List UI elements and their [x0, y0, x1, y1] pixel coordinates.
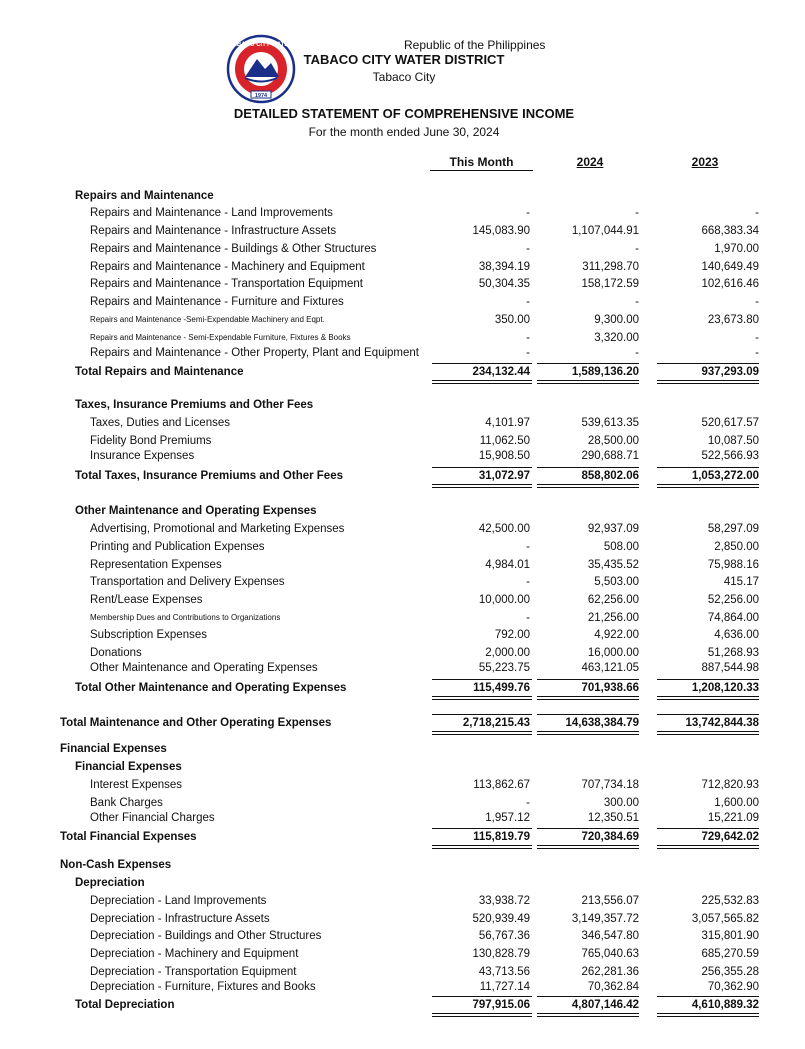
row-label: Depreciation - Infrastructure Assets [90, 913, 270, 925]
value-2024: 213,556.07 [581, 895, 639, 907]
subtotal-rule [657, 363, 759, 364]
row-label: Transportation and Delivery Expenses [90, 576, 285, 588]
value-this-month: 350.00 [494, 314, 530, 326]
row-label: Repairs and Maintenance -Semi-Expendable Machinery and Eqpt. [90, 315, 325, 324]
line-item-row [0, 964, 805, 980]
row-label: Total Other Maintenance and Operating Expenses [75, 682, 347, 694]
water-district-logo [219, 33, 303, 105]
statement-page: 1974 TABACO CITY WATER Republic of the Philippines TABACO CITY WATER DISTRICT Tabaco City DETAILED STATEMENT OF COMPREHENSIVE INCOME For the month ended June 30, 2024 This Month 2024 2023 Repairs and Maintenance Repairs and Maintenance - Land Improvements - - - Repairs and Maintenance - Infrastructure Assets 145,083.90 1,107,044.91 668,383.34 Repairs and Maintenance - Buildings & Other Structures - - 1,970.00 Repairs and Maintenance - Machinery and Equipment 38,394.19 311,298.70 140,649.49 Repairs and Maintenance - Transportation Equipment 50,304.35 158,172.59 102,616.46 Repairs and Maintenance - Furniture and Fixtures - - - Repairs and Maintenance -Semi-Expendable Machinery and Eqpt. 350.00 9,300.00 23,673.80 Repairs and Maintenance - Semi-Expendable Furniture, Fixtures & Books - 3,320.00 - Repairs and Maintenance - Other Property, Plant and Equipment - - - Total Repairs and Maintenance 234,132.44 1,589,136.20 937,293.09 Taxes, Insurance Premiums and Other Fees Taxes, Duties and Licenses 4,101.97 539,613.35 520,617.57 Fidelity Bond Premiums 11,062.50 28,500.00 10,087.50 Insurance Expenses 15,908.50 290,688.71 522,566.93 Total Taxes, Insurance Premiums and Other Fees 31,072.97 858,802.06 1,053,272.00 Other Maintenance and Operating Expenses Advertising, Promotional and Marketing Expenses 42,500.00 92,937.09 58,297.09 Printing and Publication Expenses - 508.00 2,850.00 Representation Expenses 4,984.01 35,435.52 75,988.16 Transportation and Delivery Expenses - 5,503.00 415.17 Rent/Lease Expenses 10,000.00 62,256.00 52,256.00 Membership Dues and Contributions to Organizations - 21,256.00 74,864.00 Subscription Expenses 792.00 4,922.00 4,636.00 Donations 2,000.00 16,000.00 51,268.93 Other Maintenance and Operating Expenses 55,223.75 463,121.05 887,544.98 Total Other Maintenance and Operating Expenses 115,499.76 701,938.66 1,208,120.33 Total Maintenance and Other Operating Expenses 2,718,215.43 14,638,384.79 13,742,844.38 Financial Expenses Financial Expenses Interest Expenses 113,862.67 707,734.18 712,820.93 Bank Charges - 300.00 1,600.00 Other Financial Charges 1,957.12 12,350.51 15,221.09 Total Financial Expenses 115,819.79 720,384.69 729,642.02 Non-Cash Expenses Depreciation Depreciation - Land Improvements 33,938.72 213,556.07 225,532.83 Depreciation - Infrastructure Assets 520,939.49 3,149,357.72 3,057,565.82 Depreciation - Buildings and Other Structures 56,767.36 346,547.80 315,801.90 Depreciation - Machinery and Equipment 130,828.79 765,040.63 685,270.59 Depreciation - Transportation Equipment 43,713.56 262,281.36 256,355.28 Depreciation - Furniture, Fixtures and Books 11,727.14 70,362.84 70,362.90 Total Depreciation 797,915.06 4,807,146.42 4,610,889.32 [0, 0, 805, 1049]
row-label: Depreciation - Land Improvements [90, 895, 267, 907]
total-double-rule [657, 484, 759, 488]
value-2023: 52,256.00 [707, 594, 759, 606]
value-this-month: 234,132.44 [472, 366, 530, 378]
line-item-row [0, 205, 805, 221]
line-item-row [0, 448, 805, 464]
header-city: Tabaco City [372, 70, 436, 84]
value-2024: 858,802.06 [581, 470, 639, 482]
section-heading-row [0, 759, 805, 775]
row-label: Fidelity Bond Premiums [90, 435, 212, 447]
value-2023: 74,864.00 [707, 612, 759, 624]
statement-title: DETAILED STATEMENT OF COMPREHENSIVE INCOME [233, 106, 575, 121]
line-item-row [0, 312, 805, 328]
value-2024: 3,320.00 [594, 332, 639, 344]
svg-text:1974: 1974 [254, 93, 268, 99]
total-double-rule [537, 845, 639, 849]
value-2023: 3,057,565.82 [691, 913, 759, 925]
value-2024: 290,688.71 [581, 450, 639, 462]
value-2023: 315,801.90 [701, 930, 759, 942]
value-2023: 75,988.16 [707, 559, 759, 571]
value-2023: 668,383.34 [701, 225, 759, 237]
row-label: Financial Expenses [60, 743, 167, 755]
row-label: Membership Dues and Contributions to Organizations [90, 613, 281, 622]
value-2023: - [755, 332, 759, 344]
total-double-rule [432, 380, 532, 384]
row-label: Repairs and Maintenance - Buildings & Other Structures [90, 243, 377, 255]
value-this-month: 115,819.79 [473, 831, 530, 843]
value-2023: 685,270.59 [701, 948, 759, 960]
value-2023: - [755, 207, 759, 219]
value-2023: 23,673.80 [707, 314, 759, 326]
value-2024: - [635, 243, 639, 255]
value-this-month: - [526, 296, 530, 308]
statement-period: For the month ended June 30, 2024 [308, 125, 500, 139]
value-this-month: 4,984.01 [485, 559, 530, 571]
value-this-month: 130,828.79 [472, 948, 530, 960]
section-heading-row [0, 503, 805, 519]
row-label: Total Taxes, Insurance Premiums and Other Fees [75, 470, 343, 482]
subtotal-rule [537, 363, 639, 364]
value-this-month: 50,304.35 [478, 278, 530, 290]
value-2023: 102,616.46 [701, 278, 759, 290]
value-2023: 520,617.57 [701, 417, 759, 429]
subtotal-rule [432, 828, 532, 829]
line-item-row [0, 241, 805, 257]
section-heading-row [0, 875, 805, 891]
value-this-month: 43,713.56 [478, 966, 530, 978]
value-2023: 729,642.02 [701, 831, 759, 843]
line-item-row [0, 893, 805, 909]
line-item-row [0, 259, 805, 275]
total-double-rule [432, 484, 532, 488]
total-double-rule [537, 731, 639, 735]
subtotal-rule [432, 996, 532, 997]
line-item-row [0, 660, 805, 676]
subtotal-rule [432, 363, 532, 364]
value-2023: 4,636.00 [714, 629, 759, 641]
row-label: Total Maintenance and Other Operating Expenses [60, 717, 332, 729]
value-2024: 9,300.00 [594, 314, 639, 326]
value-this-month: 797,915.06 [472, 999, 530, 1011]
value-2024: 300.00 [603, 797, 639, 809]
subtotal-rule [657, 714, 759, 715]
value-this-month: - [526, 347, 530, 359]
row-label: Depreciation - Buildings and Other Structures [90, 930, 322, 942]
value-2024: 707,734.18 [581, 779, 639, 791]
line-item-row [0, 223, 805, 239]
value-2023: 4,610,889.32 [691, 999, 759, 1011]
row-label: Financial Expenses [75, 761, 182, 773]
value-2024: 539,613.35 [581, 417, 639, 429]
line-item-row [0, 294, 805, 310]
value-this-month: 145,083.90 [472, 225, 530, 237]
line-item-row [0, 574, 805, 590]
row-label: Total Depreciation [75, 999, 175, 1011]
value-2023: 70,362.90 [707, 981, 759, 993]
total-double-rule [537, 380, 639, 384]
value-2024: 3,149,357.72 [571, 913, 639, 925]
row-label: Non-Cash Expenses [60, 859, 172, 871]
value-2023: 937,293.09 [701, 366, 759, 378]
value-this-month: 1,957.12 [485, 812, 530, 824]
total-row [0, 997, 805, 1013]
value-2024: 1,589,136.20 [571, 366, 639, 378]
value-2023: 1,970.00 [714, 243, 759, 255]
row-label: Repairs and Maintenance - Machinery and Equipment [90, 261, 365, 273]
value-this-month: 2,718,215.43 [462, 717, 530, 729]
row-label: Taxes, Insurance Premiums and Other Fees [75, 399, 314, 411]
line-item-row [0, 777, 805, 793]
line-item-row [0, 627, 805, 643]
row-label: Other Financial Charges [90, 812, 215, 824]
row-label: Depreciation [75, 877, 145, 889]
total-row [0, 715, 805, 731]
section-heading-row [0, 857, 805, 873]
value-this-month: - [526, 797, 530, 809]
row-label: Total Repairs and Maintenance [75, 366, 244, 378]
value-2024: - [635, 207, 639, 219]
value-this-month: 31,072.97 [478, 470, 530, 482]
row-label: Repairs and Maintenance - Other Property, Plant and Equipment [90, 347, 419, 359]
subtotal-rule [432, 714, 532, 715]
line-item-row [0, 946, 805, 962]
value-2024: - [635, 296, 639, 308]
subtotal-rule [537, 679, 639, 680]
total-double-rule [537, 1013, 639, 1017]
value-this-month: - [526, 612, 530, 624]
value-this-month: 42,500.00 [478, 523, 530, 535]
section-heading-row [0, 188, 805, 204]
value-this-month: 11,062.50 [479, 435, 530, 447]
total-row [0, 364, 805, 380]
line-item-row [0, 276, 805, 292]
value-2024: 463,121.05 [581, 662, 639, 674]
value-2024: 4,807,146.42 [571, 999, 639, 1011]
value-2023: - [755, 347, 759, 359]
total-double-rule [432, 696, 532, 700]
value-this-month: 520,939.49 [472, 913, 530, 925]
value-2024: - [635, 347, 639, 359]
line-item-row [0, 592, 805, 608]
value-this-month: - [526, 332, 530, 344]
row-label: Rent/Lease Expenses [90, 594, 203, 606]
line-item-row [0, 645, 805, 661]
value-2024: 21,256.00 [587, 612, 639, 624]
row-label: Repairs and Maintenance - Land Improvements [90, 207, 333, 219]
total-double-rule [432, 731, 532, 735]
value-2023: 140,649.49 [701, 261, 759, 273]
line-item-row [0, 415, 805, 431]
section-heading-row [0, 741, 805, 757]
value-2024: 508.00 [603, 541, 639, 553]
column-header-this-month: This Month [430, 155, 533, 171]
line-item-row [0, 911, 805, 927]
value-2024: 12,350.51 [587, 812, 639, 824]
subtotal-rule [537, 996, 639, 997]
value-2023: 887,544.98 [701, 662, 759, 674]
value-2024: 70,362.84 [587, 981, 639, 993]
row-label: Total Financial Expenses [60, 831, 197, 843]
line-item-row [0, 557, 805, 573]
value-2024: 16,000.00 [587, 647, 639, 659]
subtotal-rule [537, 828, 639, 829]
header-company: TABACO CITY WATER DISTRICT [303, 52, 505, 67]
line-item-row [0, 810, 805, 826]
line-item-row [0, 928, 805, 944]
value-2023: 13,742,844.38 [685, 717, 759, 729]
row-label: Depreciation - Machinery and Equipment [90, 948, 299, 960]
value-2024: 4,922.00 [594, 629, 639, 641]
value-2024: 14,638,384.79 [565, 717, 639, 729]
total-double-rule [657, 845, 759, 849]
row-label: Other Maintenance and Operating Expenses [75, 505, 317, 517]
subtotal-rule [432, 679, 532, 680]
subtotal-rule [657, 679, 759, 680]
value-2024: 701,938.66 [581, 682, 639, 694]
subtotal-rule [657, 996, 759, 997]
row-label: Advertising, Promotional and Marketing Expenses [90, 523, 345, 535]
value-2023: 1,208,120.33 [691, 682, 759, 694]
value-2024: 5,503.00 [594, 576, 639, 588]
value-this-month: - [526, 243, 530, 255]
column-header-2023: 2023 [691, 155, 719, 169]
row-label: Repairs and Maintenance - Furniture and Fixtures [90, 296, 344, 308]
total-double-rule [657, 696, 759, 700]
value-2023: 225,532.83 [701, 895, 759, 907]
value-this-month: 38,394.19 [478, 261, 530, 273]
total-double-rule [657, 380, 759, 384]
row-label: Representation Expenses [90, 559, 222, 571]
row-label: Interest Expenses [90, 779, 183, 791]
line-item-row [0, 539, 805, 555]
value-2023: 712,820.93 [701, 779, 759, 791]
value-2023: 1,600.00 [714, 797, 759, 809]
value-2024: 262,281.36 [581, 966, 639, 978]
value-this-month: 10,000.00 [478, 594, 530, 606]
subtotal-rule [537, 467, 639, 468]
line-item-row [0, 795, 805, 811]
row-label: Bank Charges [90, 797, 163, 809]
line-item-row [0, 330, 805, 346]
value-this-month: 2,000.00 [485, 647, 530, 659]
row-label: Insurance Expenses [90, 450, 195, 462]
row-label: Subscription Expenses [90, 629, 207, 641]
value-2023: 15,221.09 [707, 812, 759, 824]
value-2024: 346,547.80 [581, 930, 639, 942]
line-item-row [0, 345, 805, 361]
value-this-month: - [526, 576, 530, 588]
value-2024: 62,256.00 [587, 594, 639, 606]
value-2023: 10,087.50 [707, 435, 759, 447]
value-2023: 58,297.09 [707, 523, 759, 535]
svg-text:TABACO CITY WATER: TABACO CITY WATER [229, 42, 293, 48]
value-2024: 35,435.52 [587, 559, 639, 571]
total-row [0, 680, 805, 696]
value-this-month: 4,101.97 [485, 417, 530, 429]
value-2024: 765,040.63 [581, 948, 639, 960]
value-2024: 720,384.69 [581, 831, 639, 843]
value-this-month: 55,223.75 [478, 662, 530, 674]
value-this-month: - [526, 207, 530, 219]
value-this-month: 11,727.14 [479, 981, 530, 993]
line-item-row [0, 610, 805, 626]
row-label: Repairs and Maintenance - Transportation Equipment [90, 278, 363, 290]
row-label: Donations [90, 647, 142, 659]
subtotal-rule [657, 828, 759, 829]
section-heading-row [0, 397, 805, 413]
total-double-rule [657, 731, 759, 735]
line-item-row [0, 979, 805, 995]
value-2023: - [755, 296, 759, 308]
line-item-row [0, 521, 805, 537]
value-2023: 1,053,272.00 [691, 470, 759, 482]
subtotal-rule [657, 467, 759, 468]
row-label: Printing and Publication Expenses [90, 541, 265, 553]
row-label: Depreciation - Transportation Equipment [90, 966, 297, 978]
line-item-row [0, 433, 805, 449]
row-label: Repairs and Maintenance [75, 190, 214, 202]
row-label: Repairs and Maintenance - Infrastructure Assets [90, 225, 337, 237]
row-label: Other Maintenance and Operating Expenses [90, 662, 318, 674]
total-double-rule [432, 845, 532, 849]
total-row [0, 468, 805, 484]
row-label: Depreciation - Furniture, Fixtures and Books [90, 981, 316, 993]
value-2023: 522,566.93 [701, 450, 759, 462]
row-label: Repairs and Maintenance - Semi-Expendable Furniture, Fixtures & Books [90, 333, 351, 342]
value-this-month: 56,767.36 [478, 930, 530, 942]
value-2023: 415.17 [723, 576, 759, 588]
value-2023: 2,850.00 [714, 541, 759, 553]
total-double-rule [432, 1013, 532, 1017]
value-this-month: 15,908.50 [478, 450, 530, 462]
value-2024: 311,298.70 [582, 261, 639, 273]
value-2023: 256,355.28 [701, 966, 759, 978]
value-2024: 1,107,044.91 [571, 225, 639, 237]
value-2023: 51,268.93 [707, 647, 759, 659]
value-2024: 92,937.09 [587, 523, 639, 535]
column-header-2024: 2024 [576, 155, 604, 169]
value-this-month: - [526, 541, 530, 553]
total-row [0, 829, 805, 845]
total-double-rule [537, 484, 639, 488]
value-this-month: 115,499.76 [473, 682, 530, 694]
subtotal-rule [432, 467, 532, 468]
value-2024: 28,500.00 [587, 435, 639, 447]
value-this-month: 33,938.72 [478, 895, 530, 907]
total-double-rule [537, 696, 639, 700]
row-label: Taxes, Duties and Licenses [90, 417, 230, 429]
value-this-month: 792.00 [494, 629, 530, 641]
value-this-month: 113,862.67 [473, 779, 530, 791]
value-2024: 158,172.59 [581, 278, 639, 290]
total-double-rule [657, 1013, 759, 1017]
subtotal-rule [537, 714, 639, 715]
